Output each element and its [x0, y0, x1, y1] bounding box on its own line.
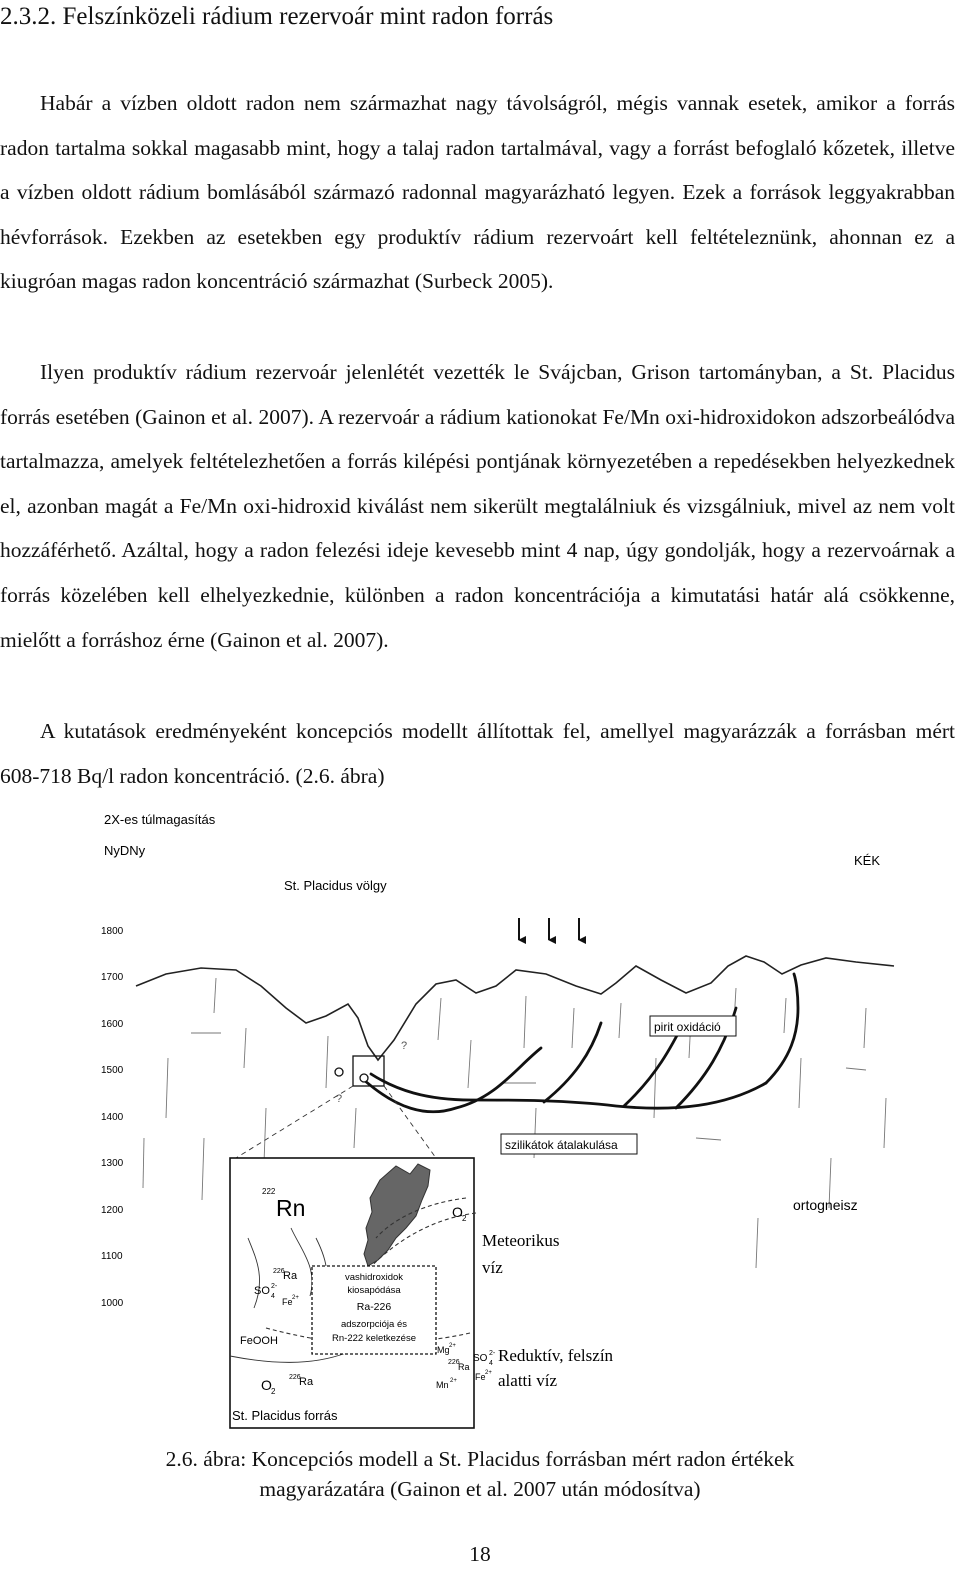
cross-section-diagram	[96, 808, 896, 1430]
svg-text:2-: 2-	[489, 1350, 496, 1357]
svg-text:4: 4	[271, 1293, 275, 1300]
flow-path	[364, 1048, 541, 1112]
silicate-alteration-label: szilikátok átalakulása	[505, 1138, 618, 1152]
pyrite-oxidation-label: pirit oxidáció	[654, 1020, 721, 1034]
flow-paths	[364, 974, 798, 1112]
flow-path	[766, 974, 798, 1083]
section-heading: 2.3.2. Felszínközeli rádium rezervoár mint radon forrás	[0, 3, 554, 30]
reservoir-text: kiosapódása	[347, 1285, 401, 1296]
svg-text:226: 226	[448, 1359, 460, 1366]
caption-line: 2.6. ábra: Koncepciós modell a St. Placidus forrásban mért radon értékek	[165, 1447, 795, 1471]
reservoir-text: Rn-222 keletkezése	[332, 1333, 416, 1344]
exaggeration-label: 2X-es túlmagasítás	[104, 812, 216, 827]
reservoir-text: vashidroxidok	[344, 1272, 404, 1283]
svg-text:226: 226	[289, 1374, 301, 1381]
sulfate-label: SO	[254, 1285, 270, 1297]
spring-label: St. Placidus forrás	[232, 1408, 338, 1423]
spring-point-icon	[335, 1068, 343, 1076]
elevation-tick: 1300	[101, 1158, 124, 1169]
svg-text:2+: 2+	[450, 1378, 457, 1384]
question-mark: ?	[401, 1040, 408, 1052]
radon-label: Rn	[276, 1195, 306, 1221]
reductive-water-label: Reduktív, felszín	[498, 1346, 614, 1365]
elevation-tick: 1200	[101, 1205, 124, 1216]
svg-text:2+: 2+	[292, 1295, 299, 1301]
svg-text:2+: 2+	[449, 1343, 456, 1349]
elevation-tick: 1800	[101, 926, 124, 937]
page-number: 18	[469, 1542, 491, 1566]
concept-model-figure	[96, 808, 896, 1430]
reservoir-text: adszorpciója és	[340, 1319, 408, 1330]
question-mark: ?	[336, 1093, 343, 1105]
iron-ion-label: Fe	[282, 1297, 293, 1307]
radium-label: Ra	[299, 1376, 314, 1388]
direction-right-label: KÉK	[854, 853, 881, 868]
svg-text:226: 226	[273, 1268, 285, 1275]
paragraph-2: Ilyen produktív rádium rezervoár jelenlétét vezették le Svájcban, Grison tartományban, a St. Placidus forrás esetében (Gainon et al. 2007). A rezervoár a rádium kationokat Fe/Mn oxi-hidroxidokon adszorbeálódva tartalmazza, amelyek feltételezhetően a forrás kilépési pontjának környezetében a repedésekben helyezkednek el, azonban magát a Fe/Mn oxi-hidroxid kiválást nem sikerült megtalálniuk és vizsgálniuk, mivel az nem volt hozzáférhető. Azáltal, hogy a radon felezési ideje kevesebb mint 4 nap, úgy gondolják, hogy a rezervoárnak a forrás közelében kell elhelyezkednie, különben a radon koncentrációja a kimutatási határ alá csökkenne, mielőtt a forráshoz érne (Gainon et al. 2007).	[0, 360, 955, 652]
svg-text:4: 4	[489, 1360, 493, 1367]
rn-mass-number: 222	[262, 1187, 276, 1196]
radium-label: Ra	[458, 1362, 470, 1372]
valley-label: St. Placidus völgy	[284, 878, 387, 893]
reductive-water-label: alatti víz	[498, 1371, 558, 1390]
caption-line: magyarázatára (Gainon et al. 2007 után módosítva)	[259, 1477, 701, 1501]
elevation-tick: 1500	[101, 1065, 124, 1076]
svg-text:2: 2	[462, 1214, 467, 1223]
inset-panel	[230, 1158, 476, 1428]
feooh-label: FeOOH	[240, 1335, 278, 1347]
manganese-label: Mn	[436, 1380, 449, 1390]
radium-label: Ra	[283, 1270, 298, 1282]
recharge-arrows	[519, 918, 579, 940]
oxygen-top-label: O	[452, 1204, 463, 1220]
oxygen-bottom-label: O	[261, 1377, 272, 1393]
zoom-box	[353, 1056, 384, 1086]
paragraph-1: Habár a vízben oldott radon nem származhat nagy távolságról, mégis vannak esetek, amikor a forrás radon tartalma sokkal magasabb mint, hogy a talaj radon tartalmával, vagy a forrást befoglaló kőzetek, illetve a vízben oldott rádium bomlásából származó radonnal magyarázható legyen. Ezek a források leggyakrabban hévforrások. Ezekben az esetekben egy produktív rádium rezervoárt kell feltételeznünk, ahonnan ez a kiugróan magas radon koncentráció származhat (Surbeck 2005).	[0, 91, 955, 294]
meteoric-water-label: Meteorikus	[482, 1231, 560, 1250]
elevation-tick: 1000	[101, 1298, 124, 1309]
spring-point-icon	[360, 1074, 368, 1082]
sulfate-label: SO	[473, 1353, 488, 1364]
orthogneiss-label: ortogneisz	[793, 1197, 858, 1213]
elevation-tick: 1100	[101, 1251, 123, 1262]
elevation-tick: 1600	[101, 1019, 124, 1030]
elevation-tick: 1400	[101, 1112, 124, 1123]
elevation-axis	[101, 926, 124, 1309]
direction-left-label: NyDNy	[104, 843, 146, 858]
svg-text:2-: 2-	[271, 1283, 278, 1290]
reservoir-text: Ra-226	[356, 1301, 392, 1313]
svg-text:2+: 2+	[485, 1370, 492, 1376]
svg-text:2: 2	[271, 1387, 276, 1396]
meteoric-water-label: víz	[482, 1258, 503, 1277]
elevation-tick: 1700	[101, 972, 124, 983]
terrain-profile	[136, 956, 894, 1060]
iron-ion-label: Fe	[475, 1372, 486, 1382]
magnesium-label: Mg	[437, 1345, 450, 1355]
figure-caption	[0, 1444, 960, 1504]
paragraph-3: A kutatások eredményeként koncepciós modellt állítottak fel, amellyel magyarázzák a forrásban mért 608-718 Bq/l radon koncentráció. (2.6. ábra)	[0, 719, 955, 788]
